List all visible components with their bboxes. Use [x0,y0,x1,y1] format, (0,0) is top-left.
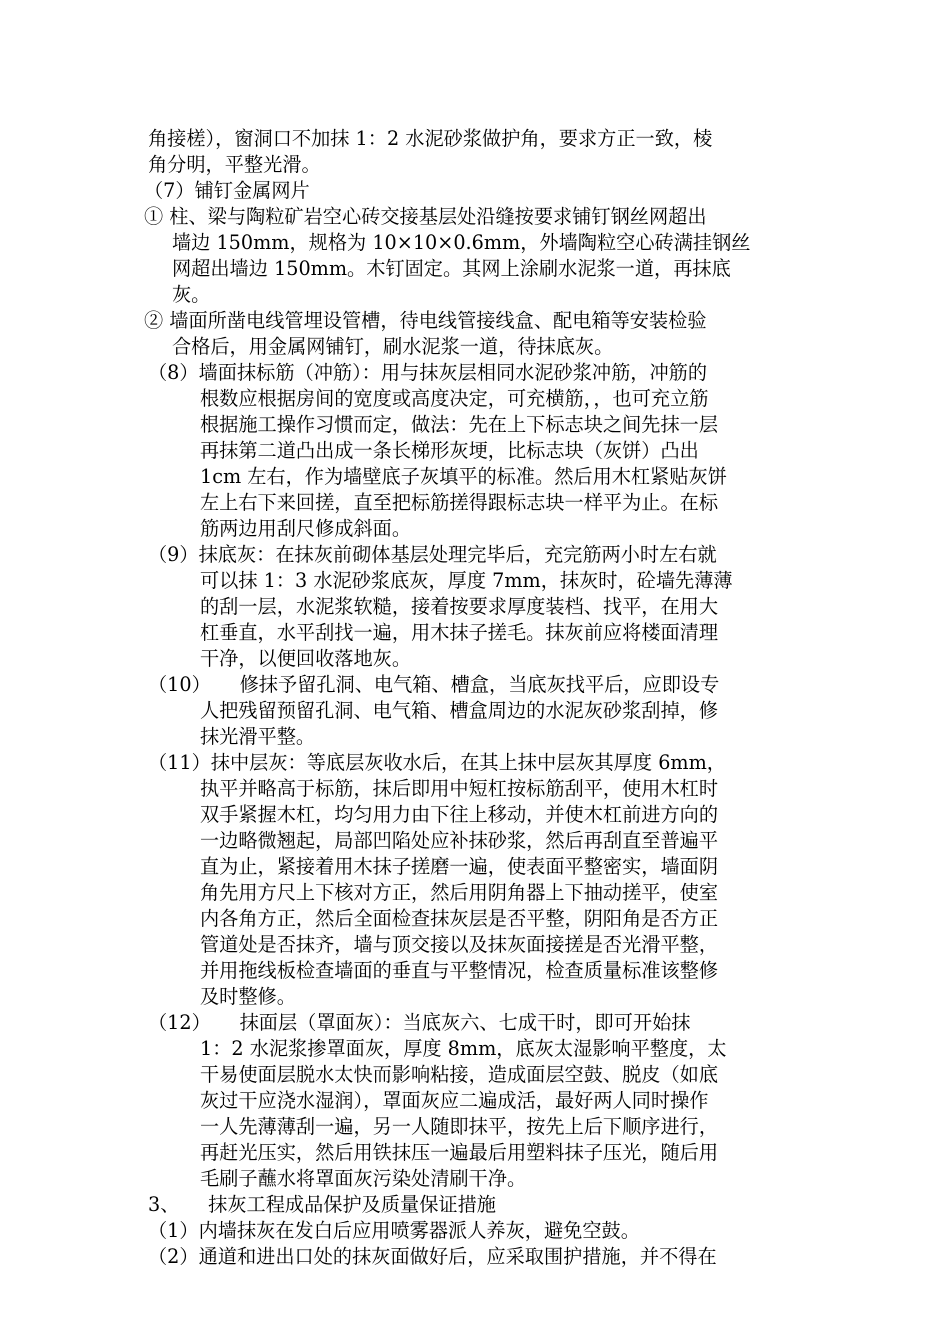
text-line: （7）铺钉金属网片 [144,179,310,202]
text-line: 内各角方正，然后全面检查抹灰层是否平整，阴阳角是否方正 [200,907,719,930]
text-line: ② 墙面所凿电线管埋设管槽，待电线管接线盒、配电箱等安装检验 [144,309,707,332]
text-line: 双手紧握木杠，均匀用力由下往上移动，并使木杠前进方向的 [200,803,719,826]
text-line: （11）抹中层灰：等底层灰收水后，在其上抹中层灰其厚度 6mm， [148,751,726,774]
text-line: 左上右下来回搓，直至把标筋搓得跟标志块一样平为止。在标 [200,491,719,514]
text-line: 1：2 水泥浆掺罩面灰，厚度 8mm，底灰太湿影响平整度，太 [200,1037,727,1060]
text-line: 灰过干应浇水湿润），罩面灰应二遍成活，最好两人同时操作 [200,1089,709,1112]
text-line: 角接槎），窗洞口不加抹 1：2 水泥砂浆做护角，要求方正一致，棱 [148,127,713,150]
text-line: 再赶光压实，然后用铁抹压一遍最后用塑料抹子压光，随后用 [200,1141,719,1164]
text-line: 干易使面层脱水太快而影响粘接，造成面层空鼓、脱皮（如底 [200,1063,719,1086]
text-line: 灰。 [172,283,211,306]
text-line: （10） 修抹予留孔洞、电气箱、槽盒，当底灰找平后，应即设专 [148,673,720,696]
text-line: （2）通道和进出口处的抹灰面做好后，应采取围护措施，并不得在 [148,1245,717,1268]
text-line: 1cm 左右，作为墙壁底子灰填平的标准。然后用木杠紧贴灰饼 [200,465,727,488]
text-line: 及时整修。 [200,985,296,1008]
text-line: 角先用方尺上下核对方正，然后用阴角器上下抽动搓平，使室 [200,881,719,904]
text-line: 抹光滑平整。 [200,725,316,748]
text-line: （8）墙面抹标筋（冲筋）：用与抹灰层相同水泥砂浆冲筋，冲筋的 [148,361,708,384]
text-line: （9）抹底灰：在抹灰前砌体基层处理完毕后，充完筋两小时左右就 [148,543,717,566]
text-line: （12） 抹面层（罩面灰）：当底灰六、七成干时，即可开始抹 [148,1011,691,1034]
text-line: 合格后，用金属网铺钉，刷水泥浆一道，待抹底灰。 [172,335,614,358]
text-line: 干净，以便回收落地灰。 [200,647,412,670]
text-line: 人把残留预留孔洞、电气箱、槽盒周边的水泥灰砂浆刮掉，修 [200,699,719,722]
text-line: 执平并略高于标筋，抹后即用中短杠按标筋刮平，使用木杠时 [200,777,719,800]
text-line: 杠垂直，水平刮找一遍，用木抹子搓毛。抹灰前应将楼面清理 [200,621,719,644]
text-line: 直为止，紧接着用木抹子搓磨一遍，使表面平整密实，墙面阴 [200,855,719,878]
text-line: 根据施工操作习惯而定，做法：先在上下标志块之间先抹一层 [200,413,719,436]
text-line: 一人先薄薄刮一遍，另一人随即抹平，按先上后下顺序进行， [200,1115,719,1138]
text-line: 网超出墙边 150mm。木钉固定。其网上涂刷水泥浆一道，再抹底 [172,257,731,280]
text-line: 毛刷子蘸水将罩面灰污染处清刷干净。 [200,1167,527,1190]
text-line: 并用拖线板检查墙面的垂直与平整情况，检查质量标准该整修 [200,959,719,982]
text-line: 墙边 150mm，规格为 10×10×0.6mm，外墙陶粒空心砖满挂钢丝 [172,231,751,254]
text-line: （1）内墙抹灰在发白后应用喷雾器派人养灰，避免空鼓。 [148,1219,640,1242]
section-heading: 3、 抹灰工程成品保护及质量保证措施 [148,1193,496,1216]
text-line: 角分明，平整光滑。 [148,153,321,176]
text-line: ① 柱、梁与陶粒矿岩空心砖交接基层处沿缝按要求铺钉钢丝网超出 [144,205,707,228]
text-line: 管道处是否抹齐，墙与顶交接以及抹灰面接搓是否光滑平整， [200,933,719,956]
text-line: 根数应根据房间的宽度或高度决定，可充横筋，，也可充立筋 [200,387,709,410]
text-line: 的刮一层，水泥浆软糙，接着按要求厚度装档、找平，在用大 [200,595,719,618]
text-line: 再抹第二道凸出成一条长梯形灰埂，比标志块（灰饼）凸出 [200,439,699,462]
text-line: 一边略微翘起，局部凹陷处应补抹砂浆，然后再刮直至普遍平 [200,829,719,852]
text-line: 可以抹 1：3 水泥砂浆底灰，厚度 7mm，抹灰时，砼墙先薄薄 [200,569,733,592]
text-line: 筋两边用刮尺修成斜面。 [200,517,412,540]
